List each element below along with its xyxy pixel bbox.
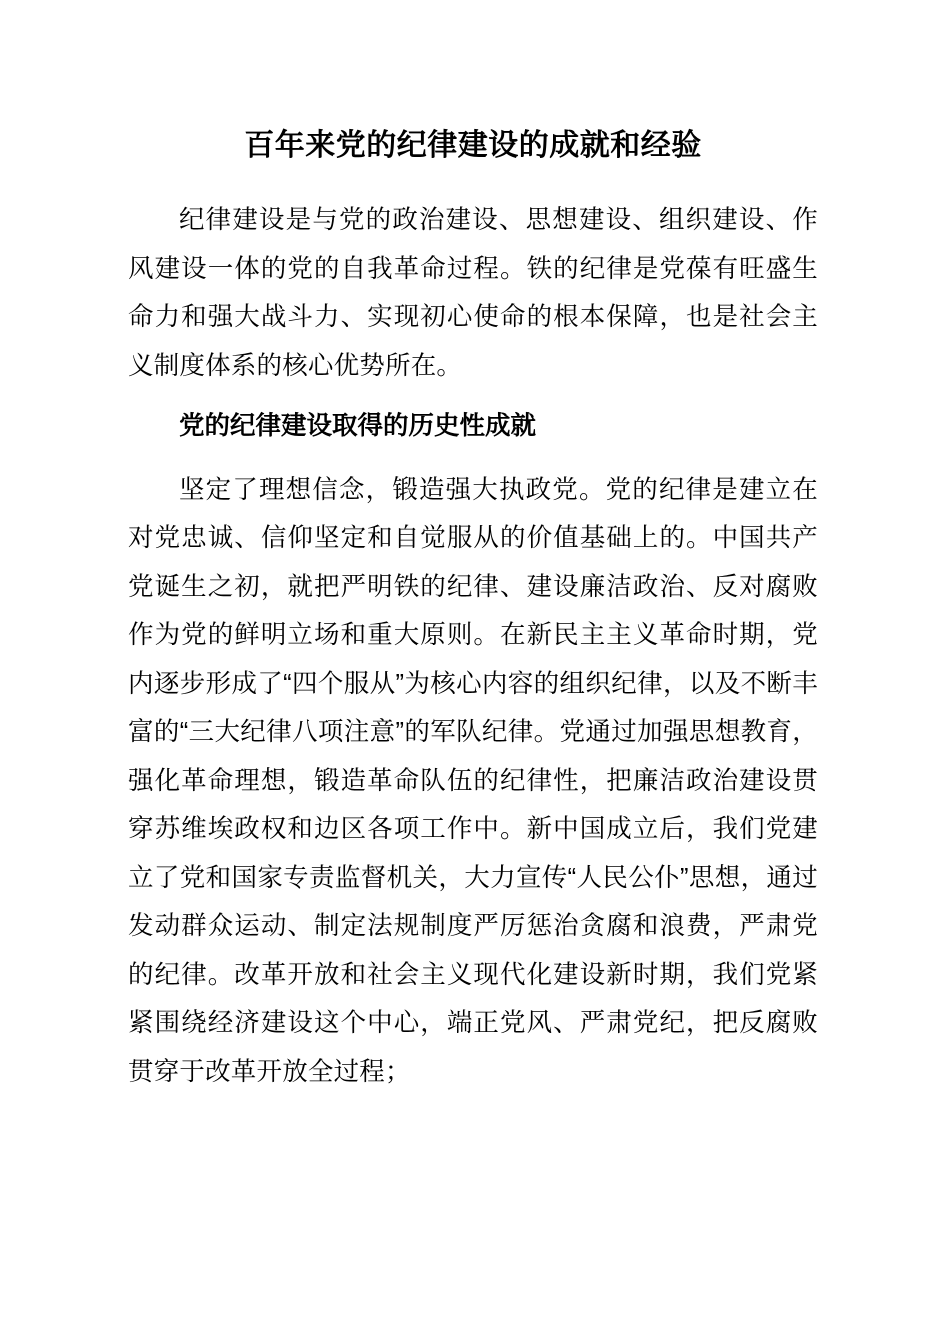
body-paragraph: 坚定了理想信念，锻造强大执政党。党的纪律是建立在对党忠诚、信仰坚定和自觉服从的价值基础上的。中国共产党诞生之初，就把严明铁的纪律、建设廉洁政治、反对腐败作为党的鲜明立场和重大原则。在新民主主义革命时期，党内逐步形成了“四个服从”为核心内容的组织纪律，以及不断丰富的“三大纪律八项注意”的军队纪律。党通过加强思想教育，强化革命理想，锻造革命队伍的纪律性，把廉洁政治建设贯穿苏维埃政权和边区各项工作中。新中国成立后，我们党建立了党和国家专责监督机关，大力宣传“人民公仆”思想，通过发动群众运动、制定法规制度严厉惩治贪腐和浪费，严肃党的纪律。改革开放和社会主义现代化建设新时期，我们党紧紧围绕经济建设这个中心，端正党风、严肃党纪，把反腐败贯穿于改革开放全过程； xyxy=(128,475,818,1086)
document-title: 百年来党的纪律建设的成就和经验 xyxy=(244,129,702,162)
intro-paragraph: 纪律建设是与党的政治建设、思想建设、组织建设、作风建设一体的党的自我革命过程。铁的纪律是党葆有旺盛生命力和强大战斗力、实现初心使命的根本保障，也是社会主义制度体系的核心优势所在。 xyxy=(128,206,818,380)
section-heading: 党的纪律建设取得的历史性成就 xyxy=(179,412,537,440)
